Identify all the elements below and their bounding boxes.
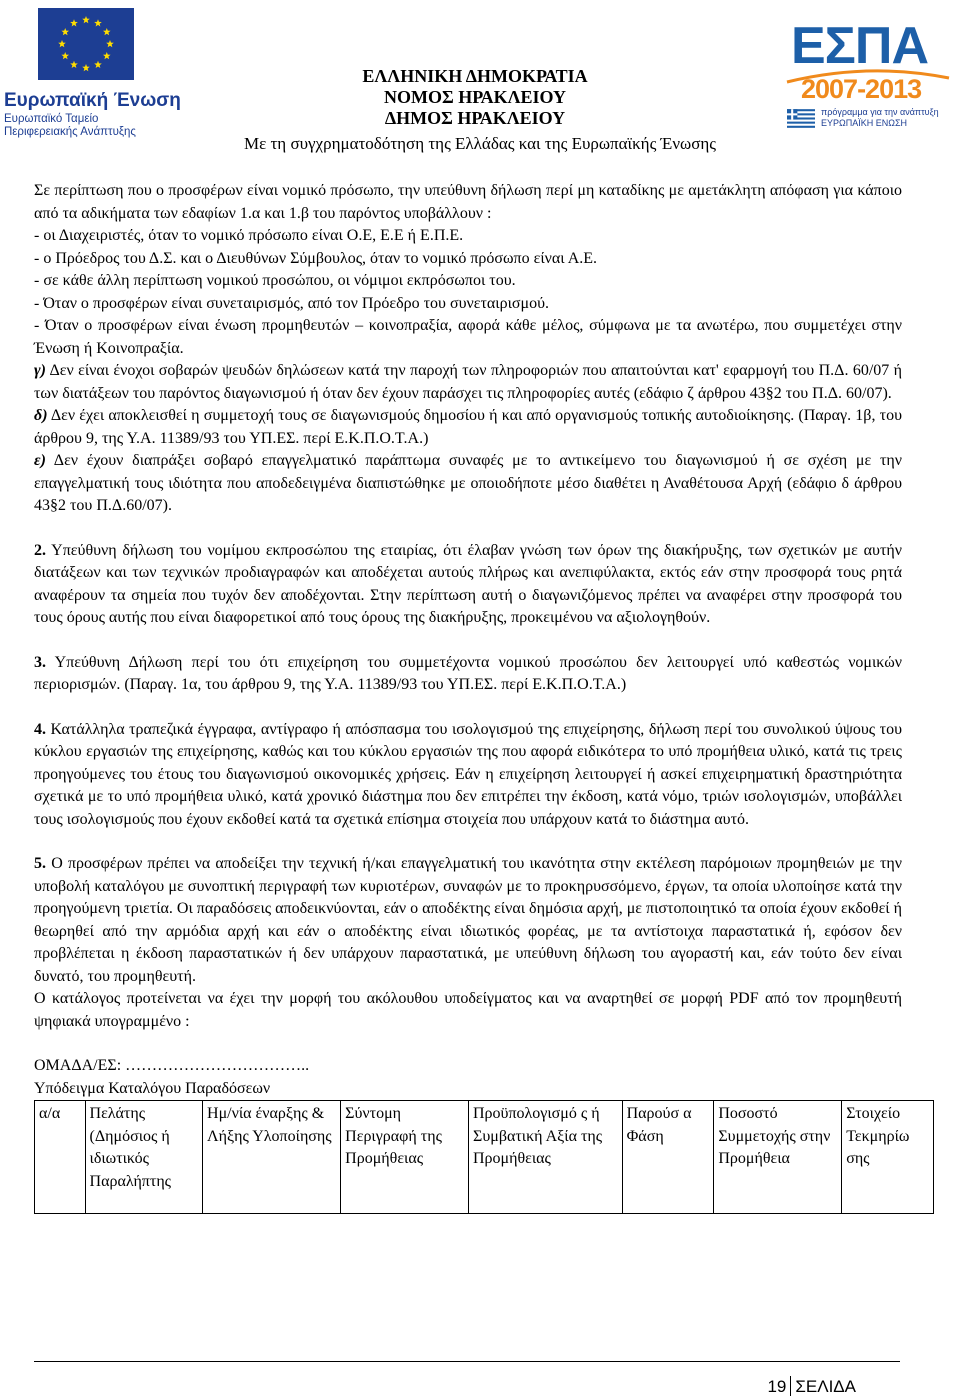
section-4-number: 4. bbox=[34, 720, 46, 738]
clause-d-first-word: Δεν bbox=[50, 407, 76, 424]
clause-g bbox=[34, 360, 902, 405]
clause-e-text: έχουν διαπράξει σοβαρό επαγγελματικό παράπτωμα συναφές με το αντικείμενο του διαγωνισμού ή σε σχέση με την επαγγελματική τους ιδιότητα που αποδεδειγμένα διαπιστώθηκε με οποιοδήποτε μέσο διαθέτει η Αναθέτουσα Αρχή (εδάφιο δ άρθρου 43§2 του Π.Δ.60/07). bbox=[34, 452, 903, 514]
section-2 bbox=[34, 540, 902, 630]
page-number bbox=[767, 1376, 856, 1397]
section-2-text: Υπεύθυνη δήλωση του νομίμου εκπροσώπου της εταιρίας, ότι έλαβαν γνώση των όρων της διακήρυξης, των σχετικών με αυτήν διατάξεων και των τεχνικών προδιαγραφών και αποδέχεται αυτούς πλήρως και ανεπιφύλακτα, εκτός εάν στην προσφορά τους ρητά αναφέρουν τα σημεία που τυχόν δεν αποδέχονται. Στην περίπτωση αυτή ο διαγωνιζόμενος πρέπει να αναφέρει στην προσφορά του τους όρους αυτής που είναι διαφορετικοί από τους όρους της διακήρυξης, προκειμένου να αξιολογηθούν. bbox=[34, 541, 902, 626]
section-3 bbox=[34, 652, 902, 697]
group-field: ΟΜΑΔΑ/ΕΣ: …………………………….. bbox=[34, 1057, 310, 1074]
espa-caption-line-1: πρόγραμμα για την ανάπτυξη bbox=[821, 107, 939, 117]
eu-subtitle-line-2: Περιφερειακής Ανάπτυξης bbox=[4, 126, 136, 138]
table-header-cell: Παρούσ α Φάση bbox=[622, 1101, 714, 1214]
espa-caption-line-2: ΕΥΡΩΠΑΪΚΗ ΕΝΩΣΗ bbox=[821, 118, 908, 128]
clause-g-label: γ) bbox=[34, 362, 46, 379]
espa-wordmark: ΕΣΠΑ bbox=[791, 17, 928, 75]
page-separator bbox=[790, 1376, 791, 1396]
table-header-cell: Πελάτης (Δημόσιος ή ιδιωτικός Παραλήπτης bbox=[85, 1101, 203, 1214]
footer-divider bbox=[34, 1361, 900, 1362]
clause-e bbox=[34, 450, 902, 518]
cofunding-line: Με τη συγχρηματοδότηση της Ελλάδας και της Ευρωπαϊκής Ένωσης bbox=[243, 134, 717, 153]
table-header-cell: Στοιχείο Τεκμηρίω σης bbox=[842, 1101, 934, 1214]
list-item: - Όταν ο προσφέρων είναι ένωση προμηθευτών – κοινοπραξία, αφορά κάθε μέλος, σύμφωνα με τα ανωτέρω, που συμμετέχει στην Ένωση ή Κοινοπραξία. bbox=[34, 317, 902, 357]
list-item: - ο Πρόεδρος του Δ.Σ. και ο Διευθύνων Σύμβουλος, όταν το νομικό πρόσωπο είναι Α.Ε. bbox=[34, 249, 598, 267]
section-4 bbox=[34, 719, 902, 832]
clause-g-text: Δεν είναι ένοχοι σοβαρών ψευδών δηλώσεων κατά την παροχή των πληροφοριών που απαιτούνται κατ' εφαρμογή του Π.Δ. 60/07 ή των διατάξεων του παρόντος διαγωνισμού ή όταν δεν έχουν παράσχει τις πληροφορίες αυτές (εδάφιο ζ άρθρου 43§2 του Π.Δ. 60/07). bbox=[34, 362, 902, 402]
table-header-cell: Σύντομη Περιγραφή της Προμήθειας bbox=[341, 1101, 469, 1214]
page-label: ΣΕΛΙΔΑ bbox=[795, 1377, 856, 1396]
greek-flag-icon bbox=[787, 109, 815, 128]
table-header-cell: Ημ/νία έναρξης & Λήξης Υλοποίησης bbox=[203, 1101, 341, 1214]
catalog-title: Υπόδειγμα Καταλόγου Παραδόσεων bbox=[34, 1079, 271, 1097]
espa-logo bbox=[779, 14, 954, 144]
paragraph-intro: Σε περίπτωση που ο προσφέρων είναι νομικό πρόσωπο, την υπεύθυνη δήλωση περί μη καταδίκης με αμετάκλητη απόφαση για κάποιο από τα αδικήματα των εδαφίων 1.α και 1.β του παρόντος υποβάλλουν : bbox=[34, 182, 902, 222]
espa-caption bbox=[821, 107, 939, 129]
clause-d bbox=[34, 405, 902, 450]
clause-d-label: δ) bbox=[34, 407, 48, 424]
table-header-cell: Προϋπολογισμό ς ή Συμβατική Αξία της Προμήθειας bbox=[469, 1101, 623, 1214]
document-body bbox=[34, 180, 910, 1214]
header-line-3: ΔΗΜΟΣ ΗΡΑΚΛΕΙΟΥ bbox=[384, 108, 566, 128]
eu-subtitle-line-1: Ευρωπαϊκό Ταμείο bbox=[4, 113, 99, 125]
section-5 bbox=[34, 853, 902, 988]
espa-years: 2007-2013 bbox=[801, 74, 922, 104]
table-header-cell: Ποσοστό Συμμετοχής στην Προμήθεια bbox=[714, 1101, 842, 1214]
list-item: - σε κάθε άλλη περίπτωση νομικού προσώπου, οι νόμιμοι εκπρόσωποι του. bbox=[34, 272, 516, 289]
page-number-value: 19 bbox=[767, 1377, 787, 1396]
eu-subtitle bbox=[4, 113, 136, 139]
deliveries-table bbox=[34, 1100, 934, 1214]
clause-e-label: ε) bbox=[34, 452, 46, 469]
eu-logo bbox=[0, 0, 181, 140]
section-3-text: Υπεύθυνη Δήλωση περί του ότι επιχείρηση του συμμετέχοντα νομικού προσώπου δεν λειτουργεί υπό καθεστώς νομικών περιορισμών. (Παραγ. 1α, του άρθρου 9, της Υ.Α. 11389/93 του ΥΠ.ΕΣ. περί Ε.Κ.Π.Ο.Τ.Α.) bbox=[34, 653, 902, 693]
header-line-2: ΝΟΜΟΣ ΗΡΑΚΛΕΙΟΥ bbox=[383, 87, 567, 107]
section-5-number: 5. bbox=[34, 855, 46, 872]
section-3-number: 3. bbox=[34, 653, 46, 671]
table-header-cell: α/α bbox=[35, 1101, 86, 1214]
list-item: - Όταν ο προσφέρων είναι συνεταιρισμός, από τον Πρόεδρο του συνεταιρισμού. bbox=[34, 294, 549, 312]
clause-d-text: έχει αποκλεισθεί η συμμετοχή τους σε διαγωνισμούς δημοσίου ή και από οργανισμούς τοπικής αυτοδιοίκησης. (Παραγ. 1β, του άρθρου 9, της Υ.Α. 11389/93 του ΥΠ.ΕΣ. περί Ε.Κ.Π.Ο.Τ.Α.) bbox=[34, 407, 902, 447]
table-header-row bbox=[35, 1101, 934, 1214]
section-4-text: Κατάλληλα τραπεζικά έγγραφα, αντίγραφο ή απόσπασμα του ισολογισμού της επιχείρησης, δήλωση περί του συνολικού ύψους του κύκλου εργασιών της επιχείρησης, καθώς και του κύκλου εργασιών της που αφορά ειδικότερα το υπό προμήθεια υλικό, κατά τις τρεις προηγούμενες του έτους του διαγωνισμού οικονομικές χρήσεις. Εάν η επιχείρηση λειτουργεί ή ασκεί επιχειρηματική δραστηριότητα σχετικά με το υπό προμήθεια υλικό, κατά χρονικό διάστημα που δεν επιτρέπει την έκδοση, κατά νόμο, τριών ισολογισμών, υποβάλλει τους ισολογισμούς που έχουν εκδοθεί κατά τα σχετικά επίσημα στοιχεία που υπάρχουν κατά το διάστημα αυτό. bbox=[34, 720, 902, 828]
header-line-1: ΕΛΛΗΝΙΚΗ ΔΗΜΟΚΡΑΤΙΑ bbox=[362, 66, 588, 86]
section-5-text: Ο προσφέρων πρέπει να αποδείξει την τεχνική ή/και επαγγελματική του ικανότητα στην εκτέλεση παρόμοιων προμηθειών με την υποβολή καταλόγου με συνοπτική περιγραφή των κυριοτέρων, συναφών με το προκηρυσσόμενο, έργων, τα οποία υλοποίησε κατά την προηγούμενη τριετία. Οι παραδόσεις αποδεικνύονται, εάν ο αποδέκτης είναι δημόσια αρχή, με πιστοποιητικό τα οποία έχουν εκδοθεί ή θεωρηθεί από την αρμόδια αρχή και εάν ο αποδέκτης είναι ιδιωτικός φορέας, με τα αντίστοιχα παραστατικά ή, εφόσον δεν προβλέπεται η έκδοση παραστατικών ή δεν υπάρχουν παραστατικά, με υπεύθυνη δήλωση του αγοραστή και, εάν τούτο δεν είναι δυνατό, του προμηθευτή. bbox=[34, 855, 902, 985]
list-item: - οι Διαχειριστές, όταν το νομικό πρόσωπο είναι Ο.Ε, Ε.Ε ή Ε.Π.Ε. bbox=[34, 227, 464, 244]
catalog-instructions: Ο κατάλογος προτείνεται να έχει την μορφή του ακόλουθου υποδείγματος και να αναρτηθεί σε μορφή PDF από τον προμηθευτή ψηφιακά υπογραμμένο : bbox=[34, 990, 902, 1030]
eu-title: Ευρωπαϊκή Ένωση bbox=[4, 90, 181, 111]
eu-flag-icon bbox=[38, 8, 134, 80]
section-2-number: 2. bbox=[34, 541, 46, 559]
clause-e-first-word: Δεν bbox=[53, 452, 79, 469]
document-header bbox=[175, 66, 775, 129]
